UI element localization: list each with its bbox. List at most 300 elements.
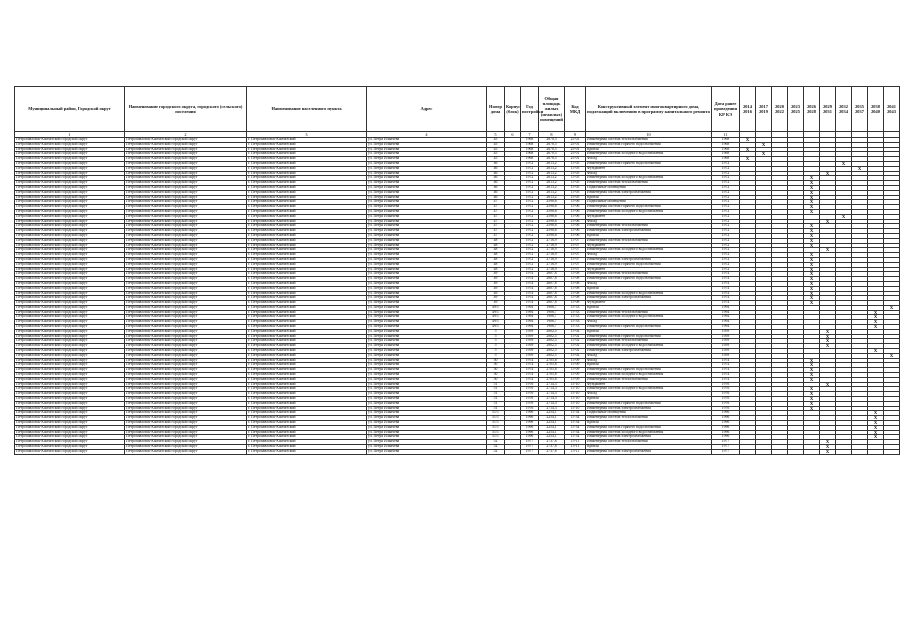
- period-mark-cell: X: [804, 377, 820, 382]
- program-table-sheet: [14, 86, 899, 455]
- municipality-cell: Петропавловск-Камчатский городской округ: [15, 387, 125, 392]
- area-cell: 2737,8: [539, 445, 565, 450]
- mkd-code-cell: 15-34: [565, 411, 586, 416]
- element-cell: Инженерная система горячего водоснабжения: [586, 262, 712, 267]
- area-cell: 2607,8: [539, 281, 565, 286]
- house-no-cell: 48: [487, 257, 505, 262]
- date-cell: 1968: [712, 157, 740, 162]
- date-cell: 1996: [712, 411, 740, 416]
- area-cell: 2598,6: [539, 229, 565, 234]
- locality-cell: г. Петропавловск-Камчатский: [247, 363, 367, 368]
- settlement-cell: Петропавловск-Камчатский городской округ: [125, 161, 247, 166]
- locality-cell: г. Петропавловск-Камчатский: [247, 425, 367, 430]
- column-number: 5: [487, 132, 505, 138]
- element-cell: Инженерная система холодного водоснабжения: [586, 209, 712, 214]
- mkd-code-cell: 15-05: [565, 166, 586, 171]
- area-cell: 2598,6: [539, 224, 565, 229]
- address-cell: ул. Петра Ильичева: [367, 267, 487, 272]
- header-mkd-code: Код МКД: [565, 87, 586, 132]
- municipality-cell: Петропавловск-Камчатский городской округ: [15, 185, 125, 190]
- settlement-cell: Петропавловск-Камчатский городской округ: [125, 272, 247, 277]
- area-cell: 2598,6: [539, 209, 565, 214]
- mkd-code-cell: 15-33: [565, 320, 586, 325]
- municipality-cell: Петропавловск-Камчатский городской округ: [15, 305, 125, 310]
- municipality-cell: Петропавловск-Камчатский городской округ: [15, 248, 125, 253]
- locality-cell: г. Петропавловск-Камчатский: [247, 195, 367, 200]
- element-cell: Инженерная система электроснабжения: [586, 229, 712, 234]
- element-cell: Кровля: [586, 363, 712, 368]
- locality-cell: г. Петропавловск-Камчатский: [247, 209, 367, 214]
- settlement-cell: Петропавловск-Камчатский городской округ: [125, 387, 247, 392]
- locality-cell: г. Петропавловск-Камчатский: [247, 334, 367, 339]
- element-cell: Фундамент: [586, 267, 712, 272]
- locality-cell: г. Петропавловск-Камчатский: [247, 200, 367, 205]
- locality-cell: г. Петропавловск-Камчатский: [247, 233, 367, 238]
- settlement-cell: Петропавловск-Камчатский городской округ: [125, 320, 247, 325]
- period-mark-cell: X: [804, 358, 820, 363]
- locality-cell: г. Петропавловск-Камчатский: [247, 147, 367, 152]
- settlement-cell: Петропавловск-Камчатский городской округ: [125, 373, 247, 378]
- locality-cell: г. Петропавловск-Камчатский: [247, 238, 367, 243]
- municipality-cell: Петропавловск-Камчатский городской округ: [15, 368, 125, 373]
- year-cell: 1972: [521, 253, 539, 258]
- year-cell: 1972: [521, 166, 539, 171]
- settlement-cell: Петропавловск-Камчатский городской округ: [125, 205, 247, 210]
- mkd-code-cell: 15-09: [565, 373, 586, 378]
- year-cell: 1977: [521, 449, 539, 454]
- mkd-code-cell: 15-07: [565, 238, 586, 243]
- house-no-cell: 50: [487, 373, 505, 378]
- area-cell: 2714,3: [539, 406, 565, 411]
- period-mark-cell: X: [804, 286, 820, 291]
- house-no-cell: 51: [487, 382, 505, 387]
- settlement-cell: Петропавловск-Камчатский городской округ: [125, 368, 247, 373]
- address-cell: ул. Петра Ильичева: [367, 373, 487, 378]
- header-period-7: 2032 2034: [836, 87, 852, 132]
- date-cell: 1977: [712, 445, 740, 450]
- settlement-cell: Петропавловск-Камчатский городской округ: [125, 445, 247, 450]
- element-cell: Подвальные помещения: [586, 185, 712, 190]
- area-cell: 2802,5: [539, 344, 565, 349]
- year-cell: 1972: [521, 214, 539, 219]
- header-period-2: 2017 2019: [756, 87, 772, 132]
- column-number: 8: [539, 132, 565, 138]
- mkd-code-cell: 15-06: [565, 233, 586, 238]
- locality-cell: г. Петропавловск-Камчатский: [247, 229, 367, 234]
- area-cell: 2678,5: [539, 147, 565, 152]
- area-cell: 2607,8: [539, 296, 565, 301]
- address-cell: ул. Петра Ильичева: [367, 176, 487, 181]
- settlement-cell: Петропавловск-Камчатский городской округ: [125, 286, 247, 291]
- date-cell: 1972: [712, 166, 740, 171]
- house-no-cell: 46: [487, 161, 505, 166]
- period-mark-cell: [756, 449, 772, 454]
- locality-cell: г. Петропавловск-Камчатский: [247, 214, 367, 219]
- header-period-6: 2029 2031: [820, 87, 836, 132]
- locality-cell: г. Петропавловск-Камчатский: [247, 344, 367, 349]
- element-cell: Кровля: [586, 329, 712, 334]
- house-no-cell: 49: [487, 301, 505, 306]
- year-cell: 1972: [521, 190, 539, 195]
- settlement-cell: Петропавловск-Камчатский городской округ: [125, 411, 247, 416]
- locality-cell: г. Петропавловск-Камчатский: [247, 243, 367, 248]
- house-no-cell: 46: [487, 166, 505, 171]
- element-cell: Инженерная система теплоснабжения: [586, 272, 712, 277]
- settlement-cell: Петропавловск-Камчатский городской округ: [125, 382, 247, 387]
- element-cell: Инженерная система теплоснабжения: [586, 310, 712, 315]
- house-no-cell: 47: [487, 214, 505, 219]
- settlement-cell: Петропавловск-Камчатский городской округ: [125, 358, 247, 363]
- locality-cell: г. Петропавловск-Камчатский: [247, 281, 367, 286]
- date-cell: 1968: [712, 142, 740, 147]
- house-no-cell: 51: [487, 397, 505, 402]
- area-cell: 2613,2: [539, 171, 565, 176]
- date-cell: 1976: [712, 392, 740, 397]
- area-cell: 2705,8: [539, 377, 565, 382]
- mkd-code-cell: 15-05: [565, 190, 586, 195]
- mkd-code-cell: 15-05: [565, 176, 586, 181]
- area-cell: 2254,1: [539, 425, 565, 430]
- area-cell: 2613,2: [539, 185, 565, 190]
- address-cell: ул. Петра Ильичева: [367, 214, 487, 219]
- period-mark-cell: X: [804, 272, 820, 277]
- address-cell: ул. Петра Ильичева: [367, 205, 487, 210]
- mkd-code-cell: 15-33: [565, 310, 586, 315]
- year-cell: 1968: [521, 142, 539, 147]
- element-cell: Инженерная система горячего водоснабжения: [586, 205, 712, 210]
- house-no-cell: 46: [487, 181, 505, 186]
- house-no-cell: 49: [487, 296, 505, 301]
- address-cell: ул. Петра Ильичева: [367, 152, 487, 157]
- municipality-cell: Петропавловск-Камчатский городской округ: [15, 392, 125, 397]
- date-cell: 1972: [712, 161, 740, 166]
- settlement-cell: Петропавловск-Камчатский городской округ: [125, 392, 247, 397]
- municipality-cell: Петропавловск-Камчатский городской округ: [15, 286, 125, 291]
- locality-cell: г. Петропавловск-Камчатский: [247, 138, 367, 143]
- element-cell: Фасад: [586, 219, 712, 224]
- area-cell: 2613,2: [539, 161, 565, 166]
- area-cell: 2613,2: [539, 166, 565, 171]
- area-cell: 2678,5: [539, 142, 565, 147]
- year-cell: 1976: [521, 382, 539, 387]
- column-number: 11: [712, 132, 740, 138]
- period-mark-cell: X: [820, 449, 836, 454]
- period-mark-cell: X: [804, 363, 820, 368]
- address-cell: ул. Петра Ильичева: [367, 406, 487, 411]
- municipality-cell: Петропавловск-Камчатский городской округ: [15, 449, 125, 454]
- period-mark-cell: X: [804, 224, 820, 229]
- period-mark-cell: X: [804, 190, 820, 195]
- locality-cell: г. Петропавловск-Камчатский: [247, 329, 367, 334]
- municipality-cell: Петропавловск-Камчатский городской округ: [15, 435, 125, 440]
- house-no-cell: 45: [487, 157, 505, 162]
- locality-cell: г. Петропавловск-Камчатский: [247, 382, 367, 387]
- locality-cell: г. Петропавловск-Камчатский: [247, 377, 367, 382]
- house-no-cell: 51/1: [487, 421, 505, 426]
- house-no-cell: 48: [487, 238, 505, 243]
- area-cell: 2607,8: [539, 272, 565, 277]
- header-locality: Наименование населенного пункта: [247, 87, 367, 132]
- date-cell: 1972: [712, 171, 740, 176]
- date-cell: 1974: [712, 296, 740, 301]
- period-mark-cell: [804, 449, 820, 454]
- address-cell: ул. Петра Ильичева: [367, 277, 487, 282]
- municipality-cell: Петропавловск-Камчатский городской округ: [15, 329, 125, 334]
- address-cell: ул. Петра Ильичева: [367, 315, 487, 320]
- house-no-cell: 45: [487, 147, 505, 152]
- period-mark-cell: X: [804, 185, 820, 190]
- year-cell: 1972: [521, 243, 539, 248]
- area-cell: 1906,7: [539, 305, 565, 310]
- mkd-code-cell: 15-33: [565, 315, 586, 320]
- municipality-cell: Петропавловск-Камчатский городской округ: [15, 138, 125, 143]
- element-cell: Инженерная система холодного водоснабжения: [586, 176, 712, 181]
- municipality-cell: Петропавловск-Камчатский городской округ: [15, 344, 125, 349]
- year-cell: 1974: [521, 272, 539, 277]
- municipality-cell: Петропавловск-Камчатский городской округ: [15, 339, 125, 344]
- header-year: Год постройки: [521, 87, 539, 132]
- period-mark-cell: X: [868, 435, 884, 440]
- mkd-code-cell: 15-34: [565, 425, 586, 430]
- mkd-code-cell: 15-09: [565, 368, 586, 373]
- header-period-1: 2014 2016: [740, 87, 756, 132]
- area-cell: 2802,5: [539, 334, 565, 339]
- period-mark-cell: X: [804, 195, 820, 200]
- date-cell: 1968: [712, 138, 740, 143]
- address-cell: ул. Петра Ильичева: [367, 353, 487, 358]
- area-cell: 2714,3: [539, 382, 565, 387]
- settlement-cell: Петропавловск-Камчатский городской округ: [125, 267, 247, 272]
- settlement-cell: Петропавловск-Камчатский городской округ: [125, 224, 247, 229]
- mkd-code-cell: 15-33: [565, 325, 586, 330]
- house-no-cell: 51/1: [487, 411, 505, 416]
- municipality-cell: Петропавловск-Камчатский городской округ: [15, 195, 125, 200]
- year-cell: 1972: [521, 171, 539, 176]
- area-cell: 2714,3: [539, 387, 565, 392]
- period-mark-cell: X: [804, 296, 820, 301]
- date-cell: 1959: [712, 329, 740, 334]
- header-period-10: 2041 2043: [884, 87, 900, 132]
- area-cell: 2254,1: [539, 411, 565, 416]
- locality-cell: г. Петропавловск-Камчатский: [247, 397, 367, 402]
- mkd-code-cell: 15-09: [565, 363, 586, 368]
- period-mark-cell: X: [804, 181, 820, 186]
- municipality-cell: Петропавловск-Камчатский городской округ: [15, 190, 125, 195]
- date-cell: 1996: [712, 430, 740, 435]
- settlement-cell: Петропавловск-Камчатский городской округ: [125, 344, 247, 349]
- area-cell: 2678,5: [539, 157, 565, 162]
- year-cell: 1996: [521, 416, 539, 421]
- settlement-cell: Петропавловск-Камчатский городской округ: [125, 296, 247, 301]
- address-cell: ул. Петра Ильичева: [367, 320, 487, 325]
- element-cell: Фундамент: [586, 166, 712, 171]
- period-mark-cell: X: [804, 291, 820, 296]
- date-cell: 1976: [712, 382, 740, 387]
- area-cell: 2737,8: [539, 449, 565, 454]
- date-cell: 1974: [712, 301, 740, 306]
- period-mark-cell: X: [804, 406, 820, 411]
- locality-cell: г. Петропавловск-Камчатский: [247, 368, 367, 373]
- period-mark-cell: X: [804, 262, 820, 267]
- mkd-code-cell: 25-01: [565, 142, 586, 147]
- element-cell: Фасад: [586, 157, 712, 162]
- settlement-cell: Петропавловск-Камчатский городской округ: [125, 262, 247, 267]
- area-cell: 2607,8: [539, 286, 565, 291]
- period-mark-cell: X: [820, 344, 836, 349]
- settlement-cell: Петропавловск-Камчатский городской округ: [125, 425, 247, 430]
- mkd-code-cell: 15-08: [565, 296, 586, 301]
- settlement-cell: Петропавловск-Камчатский городской округ: [125, 334, 247, 339]
- area-cell: 2705,8: [539, 368, 565, 373]
- area-cell: 2716,9: [539, 253, 565, 258]
- period-mark-cell: X: [804, 277, 820, 282]
- element-cell: Инженерная система горячего водоснабжения: [586, 325, 712, 330]
- mkd-code-cell: 15-05: [565, 195, 586, 200]
- date-cell: 1972: [712, 253, 740, 258]
- date-cell: 1974: [712, 377, 740, 382]
- period-mark-cell: X: [756, 152, 772, 157]
- area-cell: 1906,7: [539, 310, 565, 315]
- municipality-cell: Петропавловск-Камчатский городской округ: [15, 416, 125, 421]
- address-cell: ул. Петра Ильичева: [367, 310, 487, 315]
- period-mark-cell: X: [820, 334, 836, 339]
- address-cell: ул. Петра Ильичева: [367, 253, 487, 258]
- municipality-cell: Петропавловск-Камчатский городской округ: [15, 238, 125, 243]
- locality-cell: г. Петропавловск-Камчатский: [247, 310, 367, 315]
- house-no-cell: 50: [487, 368, 505, 373]
- house-no-cell: 52: [487, 449, 505, 454]
- municipality-cell: Петропавловск-Камчатский городской округ: [15, 243, 125, 248]
- period-mark-cell: X: [804, 257, 820, 262]
- element-cell: Фасад: [586, 353, 712, 358]
- year-cell: 1976: [521, 392, 539, 397]
- element-cell: Фасад: [586, 392, 712, 397]
- house-no-cell: 5: [487, 353, 505, 358]
- year-cell: 1996: [521, 421, 539, 426]
- year-cell: 1976: [521, 401, 539, 406]
- element-cell: Инженерная система холодного водоснабжения: [586, 315, 712, 320]
- period-mark-cell: X: [868, 421, 884, 426]
- locality-cell: г. Петропавловск-Камчатский: [247, 181, 367, 186]
- header-period-9: 2038 2040: [868, 87, 884, 132]
- locality-cell: г. Петропавловск-Камчатский: [247, 411, 367, 416]
- element-cell: Кровля: [586, 233, 712, 238]
- year-cell: 1959: [521, 344, 539, 349]
- date-cell: 1972: [712, 195, 740, 200]
- mkd-code-cell: 15-02: [565, 353, 586, 358]
- address-cell: ул. Петра Ильичева: [367, 171, 487, 176]
- locality-cell: г. Петропавловск-Камчатский: [247, 320, 367, 325]
- mkd-code-cell: 15-11: [565, 440, 586, 445]
- municipality-cell: Петропавловск-Камчатский городской округ: [15, 334, 125, 339]
- settlement-cell: Петропавловск-Камчатский городской округ: [125, 406, 247, 411]
- date-cell: 1974: [712, 368, 740, 373]
- period-mark-cell: [852, 449, 868, 454]
- municipality-cell: Петропавловск-Камчатский городской округ: [15, 349, 125, 354]
- locality-cell: г. Петропавловск-Камчатский: [247, 435, 367, 440]
- year-cell: 1974: [521, 363, 539, 368]
- period-mark-cell: X: [740, 157, 756, 162]
- address-cell: ул. Петра Ильичева: [367, 377, 487, 382]
- settlement-cell: Петропавловск-Камчатский городской округ: [125, 277, 247, 282]
- year-cell: 1996: [521, 411, 539, 416]
- element-cell: Кровля: [586, 421, 712, 426]
- period-mark-cell: X: [884, 305, 900, 310]
- address-cell: ул. Петра Ильичева: [367, 161, 487, 166]
- house-no-cell: 46: [487, 195, 505, 200]
- mkd-code-cell: 15-34: [565, 421, 586, 426]
- settlement-cell: Петропавловск-Камчатский городской округ: [125, 363, 247, 368]
- element-cell: Фасад: [586, 281, 712, 286]
- year-cell: 1972: [521, 161, 539, 166]
- settlement-cell: Петропавловск-Камчатский городской округ: [125, 157, 247, 162]
- municipality-cell: Петропавловск-Камчатский городской округ: [15, 445, 125, 450]
- address-cell: ул. Петра Ильичева: [367, 416, 487, 421]
- municipality-cell: Петропавловск-Камчатский городской округ: [15, 200, 125, 205]
- locality-cell: г. Петропавловск-Камчатский: [247, 257, 367, 262]
- settlement-cell: Петропавловск-Камчатский городской округ: [125, 305, 247, 310]
- year-cell: 1972: [521, 176, 539, 181]
- year-cell: 1974: [521, 358, 539, 363]
- header-building: Корпус (блок): [505, 87, 521, 132]
- period-mark-cell: [884, 449, 900, 454]
- element-cell: Инженерная система теплоснабжения: [586, 138, 712, 143]
- area-cell: 2716,9: [539, 243, 565, 248]
- header-house-no: Номер дома: [487, 87, 505, 132]
- house-no-cell: 51/1: [487, 430, 505, 435]
- address-cell: ул. Петра Ильичева: [367, 449, 487, 454]
- year-cell: 1994: [521, 310, 539, 315]
- period-mark-cell: X: [820, 248, 836, 253]
- address-cell: ул. Петра Ильичева: [367, 325, 487, 330]
- mkd-code-cell: 15-09: [565, 358, 586, 363]
- date-cell: 1972: [712, 219, 740, 224]
- mkd-code-cell: 15-06: [565, 200, 586, 205]
- mkd-code-cell: 15-07: [565, 248, 586, 253]
- mkd-code-cell: 15-33: [565, 305, 586, 310]
- period-mark-cell: X: [804, 233, 820, 238]
- mkd-code-cell: 15-06: [565, 214, 586, 219]
- element-cell: Фундамент: [586, 243, 712, 248]
- date-cell: 1972: [712, 205, 740, 210]
- element-cell: Кровля: [586, 195, 712, 200]
- element-cell: Инженерная система электроснабжения: [586, 190, 712, 195]
- column-number: 9: [565, 132, 586, 138]
- date-cell: 1959: [712, 353, 740, 358]
- year-cell: 1968: [521, 152, 539, 157]
- year-cell: 1972: [521, 209, 539, 214]
- mkd-code-cell: 15-07: [565, 253, 586, 258]
- house-no-cell: 47: [487, 205, 505, 210]
- mkd-code-cell: 15-07: [565, 262, 586, 267]
- date-cell: 1977: [712, 440, 740, 445]
- address-cell: ул. Петра Ильичева: [367, 272, 487, 277]
- mkd-code-cell: 15-05: [565, 185, 586, 190]
- year-cell: 1972: [521, 257, 539, 262]
- header-date: Дата ранее проведения КР КЭ: [712, 87, 740, 132]
- year-cell: 1959: [521, 339, 539, 344]
- municipality-cell: Петропавловск-Камчатский городской округ: [15, 358, 125, 363]
- date-cell: 1974: [712, 277, 740, 282]
- address-cell: ул. Петра Ильичева: [367, 397, 487, 402]
- period-mark-cell: X: [804, 368, 820, 373]
- municipality-cell: Петропавловск-Камчатский городской округ: [15, 281, 125, 286]
- mkd-code-cell: 15-07: [565, 257, 586, 262]
- date-cell: 1968: [712, 147, 740, 152]
- locality-cell: г. Петропавловск-Камчатский: [247, 277, 367, 282]
- date-cell: 1968: [712, 152, 740, 157]
- year-cell: 1996: [521, 425, 539, 430]
